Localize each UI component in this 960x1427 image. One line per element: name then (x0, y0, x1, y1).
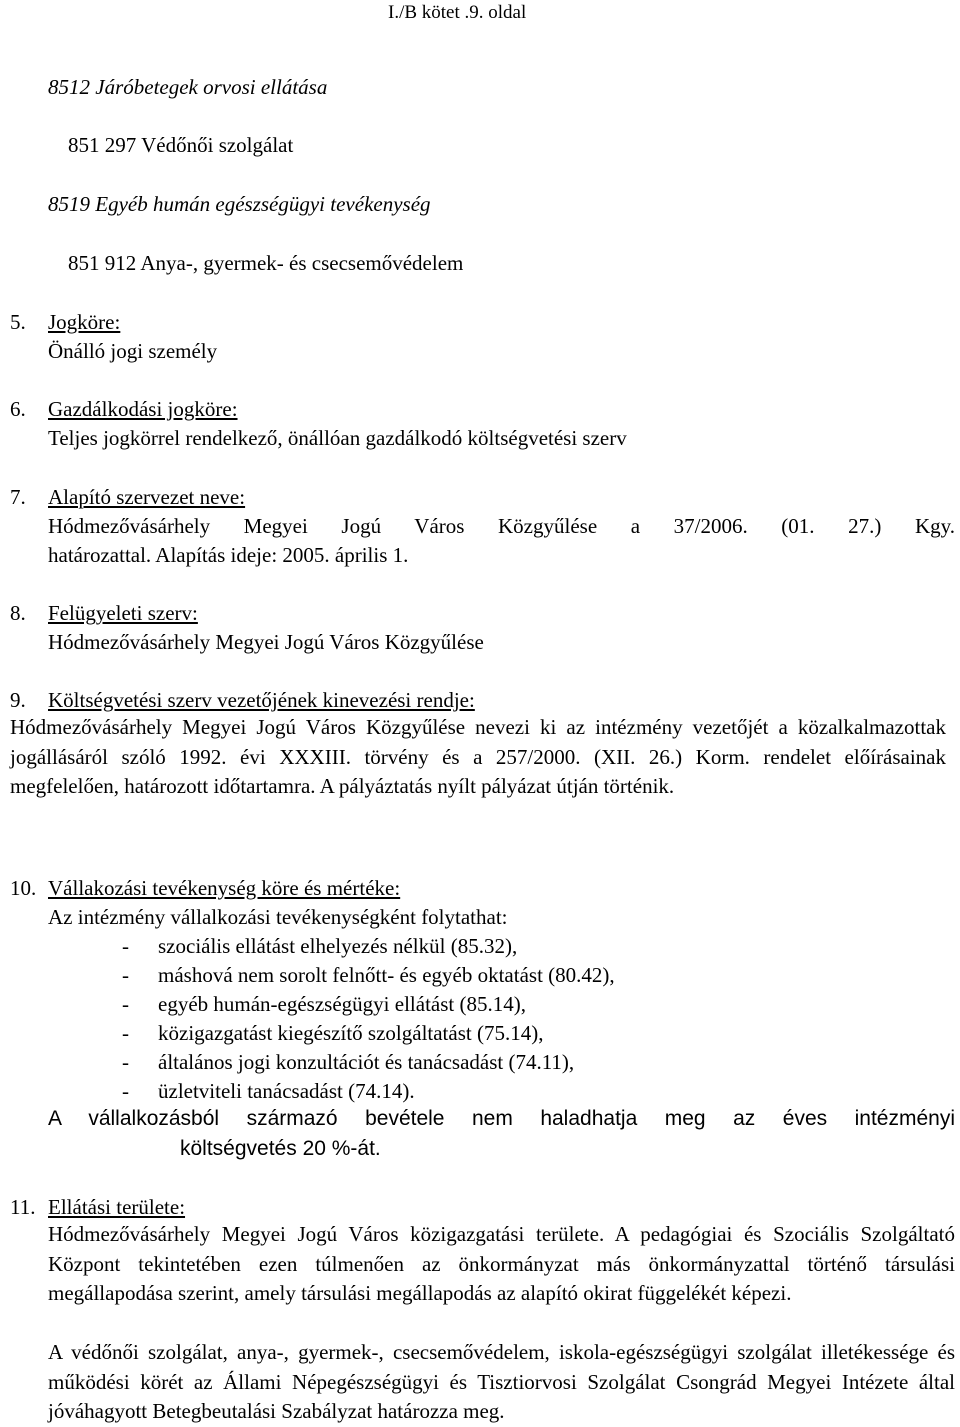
section-5-number: 5. (10, 310, 26, 334)
section-9-title: Költségvetési szerv vezetőjének kinevezési rendje: (48, 688, 475, 712)
section-7-number: 7. (10, 485, 26, 509)
activity-line: 8512 Járóbetegek orvosi ellátása (48, 75, 328, 99)
activity-line: 851 912 Anya-, gyermek- és csecsemővédelem (68, 251, 464, 275)
section-7-title: Alapító szervezet neve: (48, 485, 246, 509)
section-8-number: 8. (10, 601, 26, 625)
section-5-text: Önálló jogi személy (48, 339, 218, 363)
page-header: I./B kötet .9. oldal (388, 2, 527, 23)
section-10-limit-line-1: A vállalkozásból származó bevétele nem haladhatja meg az éves intézményi (48, 1107, 955, 1130)
section-6-title: Gazdálkodási jogköre: (48, 397, 238, 421)
section-10-number: 10. (10, 876, 37, 900)
section-9-number: 9. (10, 688, 26, 712)
section-7-line-2: határozattal. Alapítás ideje: 2005. április 1. (48, 543, 409, 567)
section-7-line-1: Hódmezővásárhely Megyei Jogú Város Közgyűlése a 37/2006. (01. 27.) Kgy. (48, 514, 955, 538)
section-10-title: Vállakozási tevékenység köre és mértéke: (48, 876, 401, 900)
section-9-text: Hódmezővásárhely Megyei Jogú Város Közgyűlése nevezi ki az intézmény vezetőjét a közalkalmazottak jogállásáról szóló 1992. évi XXXIII. törvény és a 257/2000. (XII. 26.) Korm. rendelet előírásainak megfelelően, határozott időtartamra. A pályáztatás nyílt pályázat útján történik. (10, 715, 946, 799)
section-11-title: Ellátási területe: (48, 1195, 186, 1219)
section-10-limit-line-2: költségvetés 20 %-át. (180, 1137, 381, 1160)
section-10-intro: Az intézmény vállalkozási tevékenységként folytathat: (48, 905, 508, 929)
section-11-paragraph-1: Hódmezővásárhely Megyei Jogú Város közigazgatási területe. A pedagógiai és Szociális Szolgáltató Központ tekintetében ezen túlmenően az önkormányzat más önkormányzattal történő társulási megállapodása szerint, amely társulási megállapodás az alapító okirat függelékét képezi. (48, 1222, 955, 1306)
activity-line: 8519 Egyéb humán egészségügyi tevékenység (48, 192, 431, 216)
section-6-text: Teljes jogkörrel rendelkező, önállóan gazdálkodó költségvetési szerv (48, 426, 627, 450)
section-8-title: Felügyeleti szerv: (48, 601, 198, 625)
section-11-number: 11. (10, 1195, 36, 1219)
section-11-paragraph-2: A védőnői szolgálat, anya-, gyermek-, csecsemővédelem, iskola-egészségügyi szolgálat illetékessége és működési körét az Állami Népegészségügyi és Tisztiorvosi Szolgálat Csongrád Megyei Intézete által jóváhagyott Betegbeutalási Szabályzat határozza meg. (48, 1340, 955, 1424)
section-6-number: 6. (10, 397, 26, 421)
activity-line: 851 297 Védőnői szolgálat (68, 133, 294, 157)
section-5-title: Jogköre: (48, 310, 121, 334)
section-8-text: Hódmezővásárhely Megyei Jogú Város Közgyűlése (48, 630, 484, 654)
